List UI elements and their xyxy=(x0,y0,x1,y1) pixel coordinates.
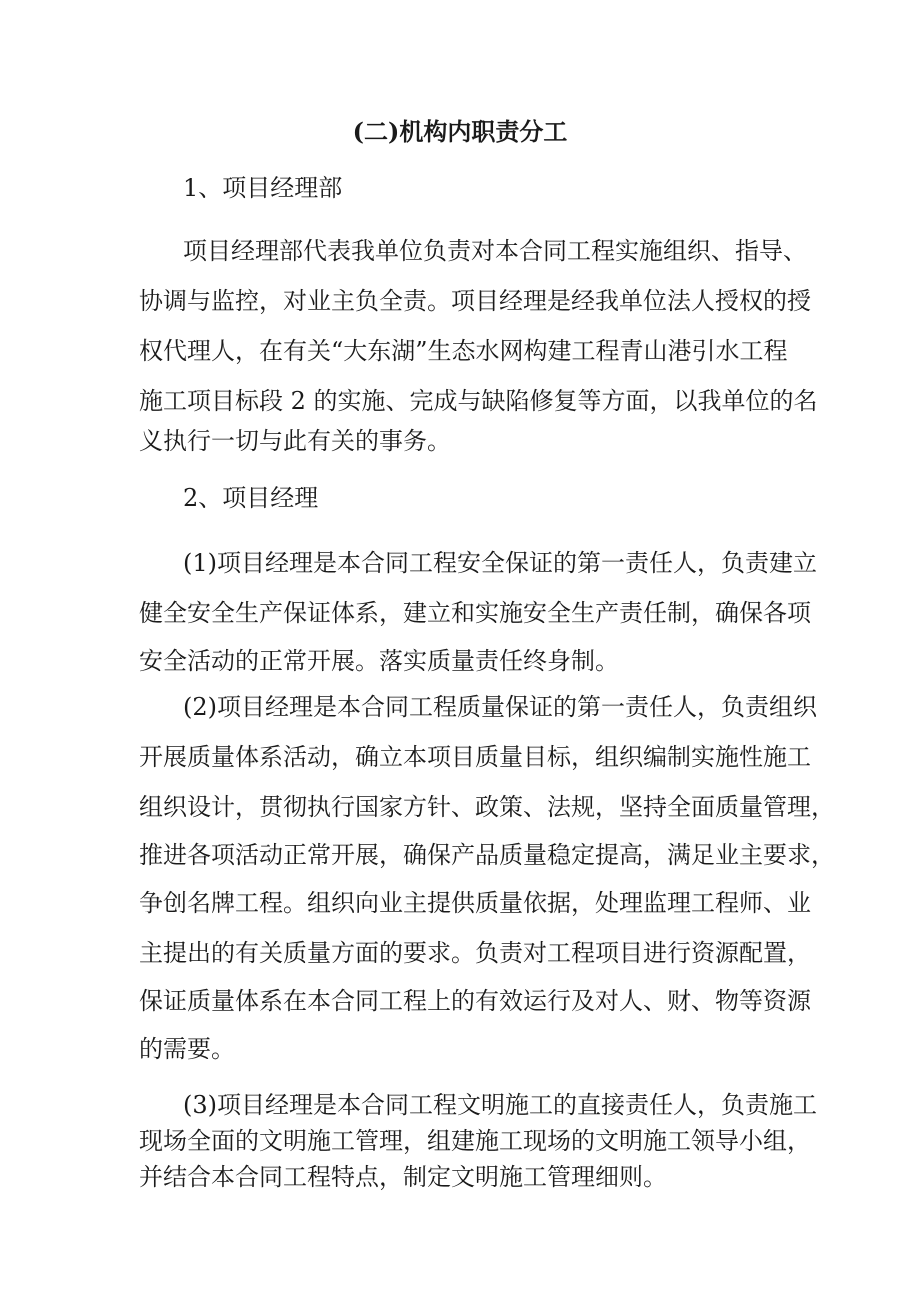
paragraph-line: 施工项目标段 2 的实施、完成与缺陷修复等方面，以我单位的名 xyxy=(139,387,818,415)
paragraph-line: 协调与监控，对业主负全责。项目经理是经我单位法人授权的授 xyxy=(139,287,811,315)
paragraph-line: 义执行一切与此有关的事务。 xyxy=(139,427,451,455)
subsection-title-project-dept: 1、项目经理部 xyxy=(183,174,343,202)
paragraph-line: 权代理人，在有关“大东湖”生态水网构建工程青山港引水工程 xyxy=(139,337,788,365)
item-2-line: 保证质量体系在本合同工程上的有效运行及对人、财、物等资源 xyxy=(139,987,811,1015)
item-2-line: 组织设计，贯彻执行国家方针、政策、法规，坚持全面质量管理， xyxy=(139,793,835,821)
section-heading: (二)机构内职责分工 xyxy=(352,117,568,146)
item-1-line: 安全活动的正常开展。落实质量责任终身制。 xyxy=(139,647,619,675)
paragraph-line: 项目经理部代表我单位负责对本合同工程实施组织、指导、 xyxy=(183,237,807,265)
item-3-line: (3)项目经理是本合同工程文明施工的直接责任人，负责施工 xyxy=(183,1091,817,1119)
item-2-line: 开展质量体系活动，确立本项目质量目标，组织编制实施性施工 xyxy=(139,743,811,771)
item-2-line: 争创名牌工程。组织向业主提供质量依据，处理监理工程师、业 xyxy=(139,889,811,917)
item-2-line: 主提出的有关质量方面的要求。负责对工程项目进行资源配置， xyxy=(139,939,811,967)
item-2-line: 的需要。 xyxy=(139,1035,235,1063)
item-1-line: (1)项目经理是本合同工程安全保证的第一责任人，负责建立 xyxy=(183,549,817,577)
item-3-line: 并结合本合同工程特点，制定文明施工管理细则。 xyxy=(139,1163,667,1191)
item-2-line: 推进各项活动正常开展，确保产品质量稳定提高，满足业主要求， xyxy=(139,841,835,869)
item-1-line: 健全安全生产保证体系，建立和实施安全生产责任制，确保各项 xyxy=(139,599,811,627)
item-2-line: (2)项目经理是本合同工程质量保证的第一责任人，负责组织 xyxy=(183,693,817,721)
subsection-title-project-manager: 2、项目经理 xyxy=(183,484,319,512)
item-3-line: 现场全面的文明施工管理，组建施工现场的文明施工领导小组， xyxy=(139,1127,811,1155)
